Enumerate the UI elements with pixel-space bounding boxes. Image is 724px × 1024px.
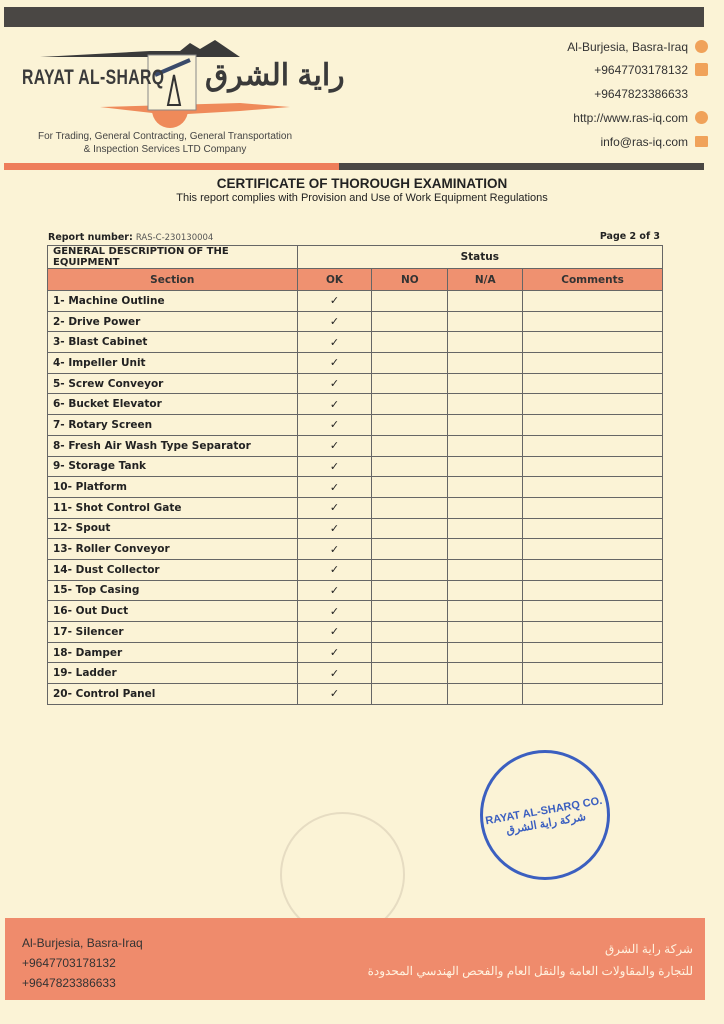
no-cell (372, 601, 448, 622)
section-name: 2- Drive Power (48, 311, 298, 332)
no-cell (372, 642, 448, 663)
footer-band (5, 918, 705, 1000)
table-row (48, 373, 663, 394)
ok-check-cell: ✓ (297, 559, 372, 580)
no-cell (372, 353, 448, 374)
comments-cell (523, 622, 663, 643)
na-cell (448, 415, 523, 436)
section-name: 17- Silencer (48, 622, 298, 643)
section-name: 7- Rotary Screen (48, 415, 298, 436)
footer-ar-line-2: للتجارة والمقاولات العامة والنقل العام والفحص الهندسي المحدودة (367, 964, 693, 978)
ok-check-cell: ✓ (297, 497, 372, 518)
comments-cell (523, 580, 663, 601)
ok-check-cell: ✓ (297, 684, 372, 705)
comments-cell (523, 456, 663, 477)
table-row (48, 435, 663, 456)
comments-cell (523, 373, 663, 394)
na-cell (448, 435, 523, 456)
comments-cell (523, 684, 663, 705)
section-name: 10- Platform (48, 477, 298, 498)
ok-check-cell: ✓ (297, 373, 372, 394)
comments-cell (523, 353, 663, 374)
na-cell (448, 580, 523, 601)
comments-cell (523, 497, 663, 518)
comments-cell (523, 518, 663, 539)
no-cell (372, 435, 448, 456)
comments-cell (523, 642, 663, 663)
no-cell (372, 456, 448, 477)
section-name: 11- Shot Control Gate (48, 497, 298, 518)
section-name: 20- Control Panel (48, 684, 298, 705)
header-top-bar (4, 7, 704, 27)
no-cell (372, 332, 448, 353)
section-name: 8- Fresh Air Wash Type Separator (48, 435, 298, 456)
na-cell (448, 559, 523, 580)
no-cell (372, 373, 448, 394)
table-row (48, 311, 663, 332)
table-row (48, 518, 663, 539)
section-name: 14- Dust Collector (48, 559, 298, 580)
na-cell (448, 518, 523, 539)
group-header: GENERAL DESCRIPTION OF THE EQUIPMENT (48, 246, 298, 269)
ok-check-cell: ✓ (297, 477, 372, 498)
table-row (48, 394, 663, 415)
status-header: Status (297, 246, 662, 269)
table-row (48, 601, 663, 622)
ok-check-cell: ✓ (297, 311, 372, 332)
column-header-no: NO (372, 269, 448, 291)
company-stamp (480, 750, 610, 880)
na-cell (448, 684, 523, 705)
report-number-label: Report number: (48, 232, 133, 243)
na-cell (448, 477, 523, 498)
comments-cell (523, 332, 663, 353)
section-name: 18- Damper (48, 642, 298, 663)
section-name: 1- Machine Outline (48, 291, 298, 312)
na-cell (448, 311, 523, 332)
stamp-text: RAYAT AL-SHARQ CO. شركة راية الشرق (484, 794, 604, 837)
table-row (48, 477, 663, 498)
footer-arabic (368, 938, 693, 982)
ok-check-cell: ✓ (297, 518, 372, 539)
footer-contacts (22, 933, 143, 993)
na-cell (448, 373, 523, 394)
no-cell (372, 497, 448, 518)
no-cell (372, 622, 448, 643)
ok-check-cell: ✓ (297, 601, 372, 622)
ok-check-cell: ✓ (297, 291, 372, 312)
location-icon (695, 40, 708, 53)
mail-icon (695, 136, 708, 147)
na-cell (448, 332, 523, 353)
na-cell (448, 497, 523, 518)
equipment-status-table (47, 245, 663, 705)
section-name: 4- Impeller Unit (48, 353, 298, 374)
table-row (48, 415, 663, 436)
logo-text-ar: راية الشرق (205, 59, 345, 92)
comments-cell (523, 435, 663, 456)
tagline-line-2: & Inspection Services LTD Company (83, 144, 247, 155)
document-title: CERTIFICATE OF THOROUGH EXAMINATION (216, 176, 508, 191)
no-cell (372, 559, 448, 580)
tagline-line-1: For Trading, General Contracting, General Transportation (37, 131, 293, 142)
column-header-ok: OK (297, 269, 372, 291)
table-row (48, 622, 663, 643)
no-cell (372, 684, 448, 705)
header-divider-dark (339, 163, 704, 170)
na-cell (448, 291, 523, 312)
table-row (48, 663, 663, 684)
table-row (48, 539, 663, 560)
no-cell (372, 580, 448, 601)
na-cell (448, 642, 523, 663)
no-cell (372, 663, 448, 684)
ok-check-cell: ✓ (297, 622, 372, 643)
no-cell (372, 415, 448, 436)
page-indicator: Page 2 of 3 (599, 231, 660, 242)
table-row (48, 456, 663, 477)
ok-check-cell: ✓ (297, 332, 372, 353)
section-name: 9- Storage Tank (48, 456, 298, 477)
ok-check-cell: ✓ (297, 394, 372, 415)
no-cell (372, 518, 448, 539)
document-subtitle: This report complies with Provision and Use of Work Equipment Regulations (176, 192, 548, 204)
table-row (48, 580, 663, 601)
section-name: 16- Out Duct (48, 601, 298, 622)
na-cell (448, 601, 523, 622)
ok-check-cell: ✓ (297, 642, 372, 663)
ok-check-cell: ✓ (297, 580, 372, 601)
footer-phone-2: +9647823386633 (22, 976, 116, 990)
table-row (48, 353, 663, 374)
comments-cell (523, 477, 663, 498)
comments-cell (523, 291, 663, 312)
table-row (48, 642, 663, 663)
table-row (48, 559, 663, 580)
na-cell (448, 394, 523, 415)
no-cell (372, 291, 448, 312)
na-cell (448, 353, 523, 374)
ok-check-cell: ✓ (297, 353, 372, 374)
web-icon (695, 111, 708, 124)
contact-phone-2: +9647823386633 (594, 87, 688, 101)
ok-check-cell: ✓ (297, 456, 372, 477)
logo-text-en: RAYAT AL-SHARQ (22, 66, 165, 89)
comments-cell (523, 394, 663, 415)
na-cell (448, 539, 523, 560)
no-cell (372, 539, 448, 560)
contact-email[interactable]: info@ras-iq.com (600, 135, 688, 149)
comments-cell (523, 663, 663, 684)
contact-phone-1: +9647703178132 (594, 63, 688, 77)
column-header-comments: Comments (523, 269, 663, 291)
report-number-value: RAS-C-230130004 (135, 233, 214, 243)
no-cell (372, 311, 448, 332)
comments-cell (523, 539, 663, 560)
table-row (48, 332, 663, 353)
section-name: 19- Ladder (48, 663, 298, 684)
section-name: 13- Roller Conveyor (48, 539, 298, 560)
comments-cell (523, 559, 663, 580)
company-tagline (20, 130, 310, 156)
table-row (48, 497, 663, 518)
comments-cell (523, 415, 663, 436)
na-cell (448, 663, 523, 684)
ok-check-cell: ✓ (297, 415, 372, 436)
section-name: 12- Spout (48, 518, 298, 539)
footer-address: Al-Burjesia, Basra-Iraq (22, 936, 143, 950)
na-cell (448, 622, 523, 643)
column-header-na: N/A (448, 269, 523, 291)
header-divider-orange (4, 163, 339, 170)
footer-ar-line-1: شركة راية الشرق (604, 942, 693, 956)
contact-website[interactable]: http://www.ras-iq.com (573, 111, 688, 125)
footer-phone-1: +9647703178132 (22, 956, 116, 970)
ok-check-cell: ✓ (297, 539, 372, 560)
no-cell (372, 394, 448, 415)
section-name: 5- Screw Conveyor (48, 373, 298, 394)
ok-check-cell: ✓ (297, 663, 372, 684)
section-name: 6- Bucket Elevator (48, 394, 298, 415)
comments-cell (523, 601, 663, 622)
section-name: 3- Blast Cabinet (48, 332, 298, 353)
ok-check-cell: ✓ (297, 435, 372, 456)
report-number (48, 232, 213, 243)
column-header-section: Section (48, 269, 298, 291)
table-row (48, 291, 663, 312)
phone-icon (695, 63, 708, 76)
section-name: 15- Top Casing (48, 580, 298, 601)
contact-address: Al-Burjesia, Basra-Iraq (567, 40, 688, 54)
table-row (48, 684, 663, 705)
comments-cell (523, 311, 663, 332)
no-cell (372, 477, 448, 498)
na-cell (448, 456, 523, 477)
